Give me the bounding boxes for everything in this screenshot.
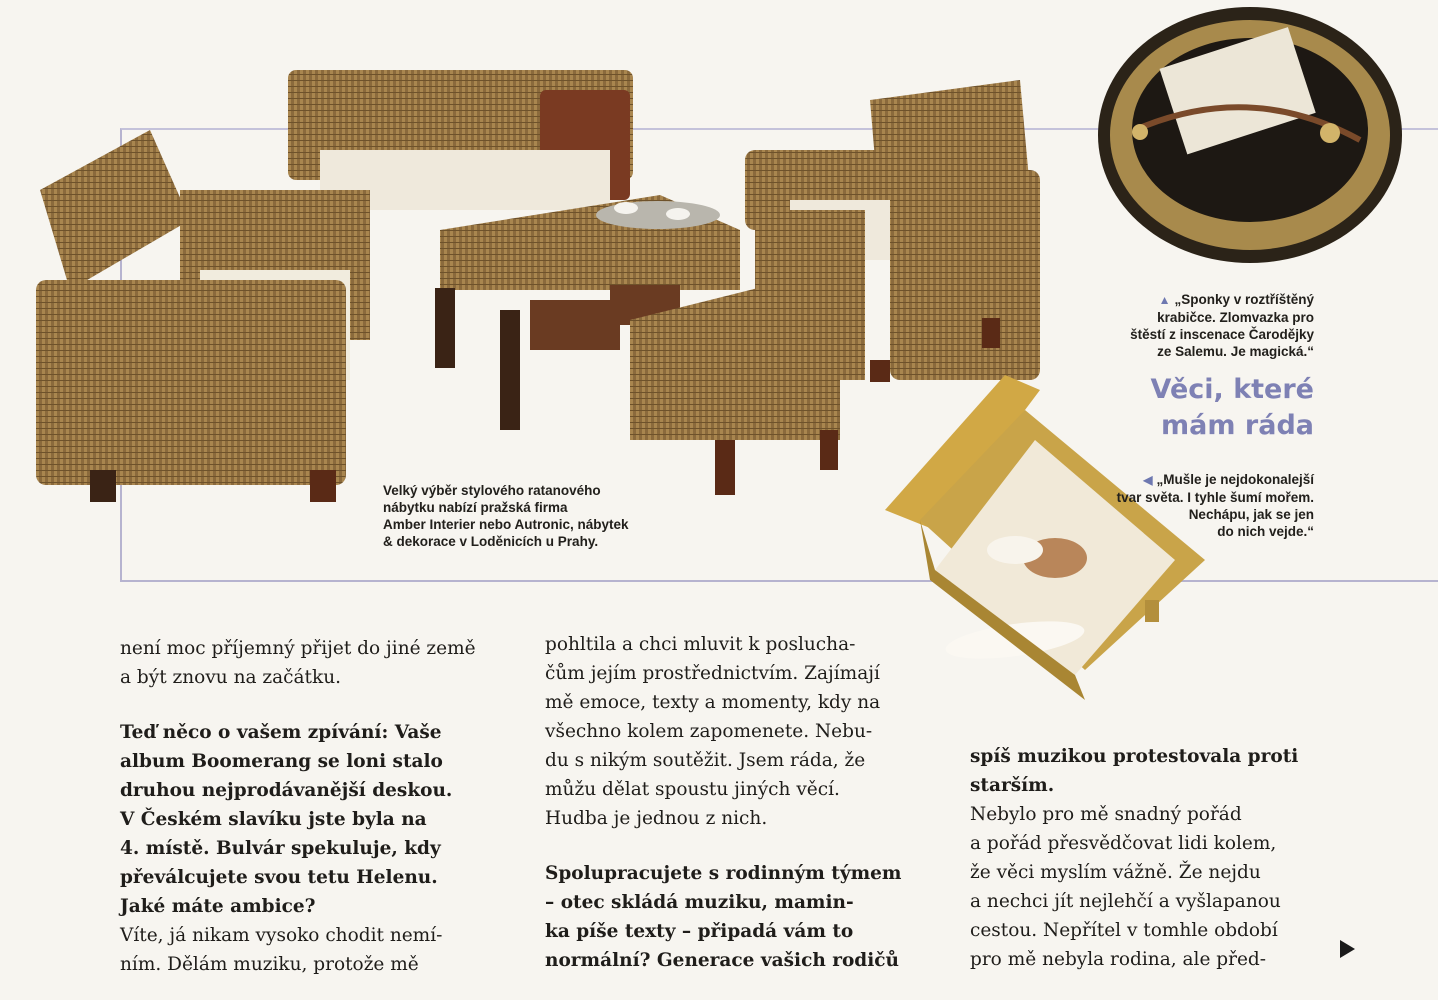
shell-caption: ◀ „Mušle je nejdokonalejší tvar světa. I tyhle šumí mořem. Nechápu, jak se jen do nich vejde.“ [1116, 472, 1314, 539]
furniture-caption: Velký výběr stylového ratanového nábytku nabízí pražská firma Amber Interier nebo Autronic, nábytek & dekorace v Loděnicích u Prahy. [383, 483, 629, 549]
section-title: Věci, které mám ráda [1150, 374, 1314, 441]
arrow-left-icon: ◀ [1143, 473, 1153, 487]
article-column-1: není moc příjemný přijet do jiné země a být znovu na začátku. Teď něco o vašem zpívání: Vaše album Boomerang se loni stalo druhou nejprodávanější deskou. V Českém slavíku jste byla na 4. místě. Bulvár spekuluje, kdy převálcujete svou tetu Helenu. Jaké máte ambice? Víte, já nikam vysoko chodit nemí- ním. Dělám muziku, protože mě [120, 634, 520, 979]
box-caption: ▲ „Sponky v roztříštěný krabičce. Zlomvazka pro štěstí z inscenace Čarodějky ze Salemu. Je magická.“ [1130, 292, 1314, 359]
interview-question: Spolupracujete s rodinným týmem – otec skládá muziku, mamin- ka píše texty – připadá vám to normální? Generace vašich rodičů [545, 863, 902, 971]
round-box-photo [1090, 0, 1410, 280]
article-column-2: pohltila a chci mluvit k poslucha- čům jejím prostřednictvím. Zajímají mě emoce, texty a momenty, kdy na všechno kolem zapomenete. Nebu- du s nikým soutěžit. Jsem ráda, že můžu dělat spoustu jiných věcí. Hudba je jednou z nich. Spolupracujete s rodinným týmem – otec skládá muziku, mamin- ka píše texty – připadá vám to normální? Generace vašich rodičů [545, 630, 945, 975]
play-triangle-icon [1340, 940, 1355, 958]
arrow-up-icon: ▲ [1158, 293, 1171, 307]
interview-question: Teď něco o vašem zpívání: Vaše album Boomerang se loni stalo druhou nejprodávanější deskou. V Českém slavíku jste byla na 4. místě. Bulvár spekuluje, kdy převálcujete svou tetu Helenu. Jaké máte ambice? [120, 722, 453, 917]
interview-question: spíš muzikou protestovala proti starším. [970, 746, 1299, 796]
article-column-3: spíš muzikou protestovala proti starším. Nebylo pro mě snadný pořád a pořád přesvědčovat lidi kolem, že věci myslím vážně. Že nejdu a nechci jít nejlehčí a vyšlapanou cestou. Nepřítel v tomhle období pro mě nebyla rodina, ale před- [970, 742, 1340, 974]
